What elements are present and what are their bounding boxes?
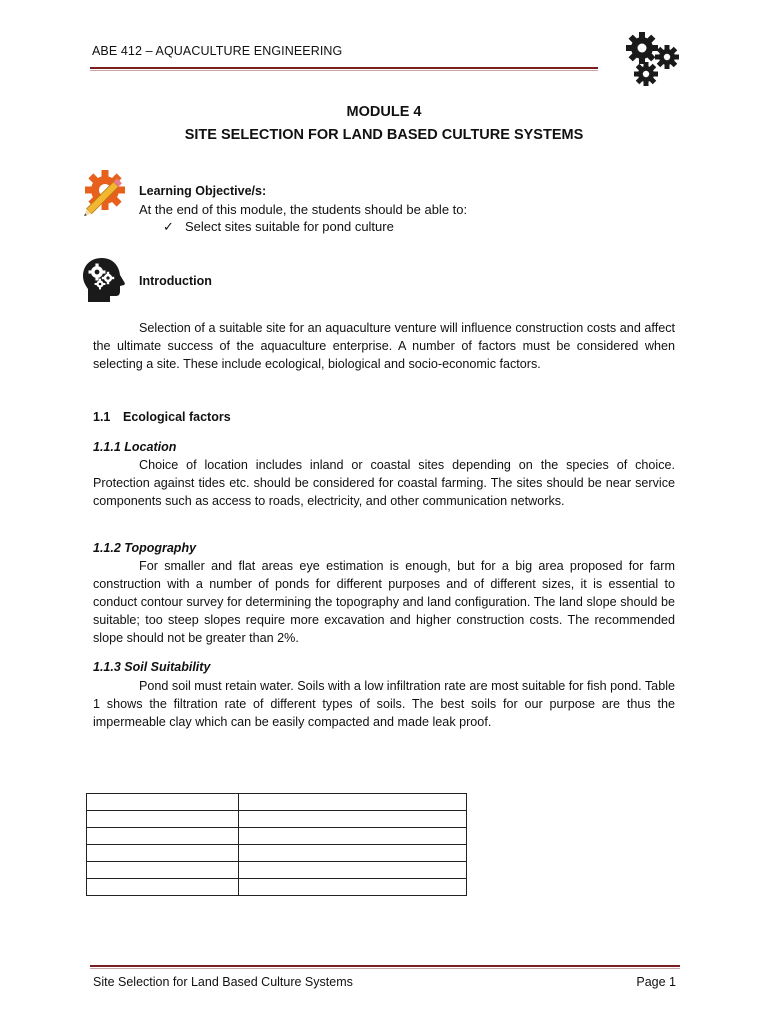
- subsection-heading-soil: 1.1.3 Soil Suitability: [93, 660, 211, 674]
- table-cell: [239, 794, 467, 811]
- module-subtitle: SITE SELECTION FOR LAND BASED CULTURE SYSTEMS: [184, 127, 584, 143]
- table-cell: [87, 828, 239, 845]
- footer-divider-shadow: [90, 968, 680, 969]
- table-row: [87, 811, 467, 828]
- gears-icon: [622, 30, 682, 88]
- table-row: [87, 828, 467, 845]
- thinking-head-icon: [80, 256, 128, 304]
- table-cell: [239, 879, 467, 896]
- topography-paragraph: For smaller and flat areas eye estimation is enough, but for a big area proposed for farm construction with a number of ponds for different purposes and of different sizes, it is essential to conduct contour survey for determining the topography and land configuration. The land slope should be suitable; too steep slopes require more excavation and higher construction costs. The recommended slope should not be greater than 2%.: [93, 559, 675, 645]
- introduction-heading: Introduction: [139, 274, 212, 288]
- module-title: MODULE 4: [346, 104, 422, 120]
- table-cell: [87, 879, 239, 896]
- header-divider-shadow: [90, 70, 598, 71]
- section-number: 1.1: [93, 410, 111, 424]
- table-cell: [239, 828, 467, 845]
- subsection-heading-topography: 1.1.2 Topography: [93, 541, 197, 555]
- soil-filtration-table: [86, 793, 467, 896]
- footer-title: Site Selection for Land Based Culture Systems: [93, 975, 353, 989]
- table-cell: [87, 862, 239, 879]
- learning-objectives-heading: Learning Objective/s:: [139, 184, 267, 198]
- table-cell: [239, 811, 467, 828]
- table-cell: [87, 845, 239, 862]
- table-cell: [87, 811, 239, 828]
- soil-paragraph: Pond soil must retain water. Soils with a low infiltration rate are most suitable for fish pond. Table 1 shows the filtration rate of different types of soils. The best soils for our purpose are thus the impermeable clay which can be easily compacted and made leak proof.: [93, 679, 675, 729]
- introduction-paragraph: Selection of a suitable site for an aquaculture venture will influence construction costs and affect the ultimate success of the aquaculture enterprise. A number of factors must be considered when selecting a site. These include ecological, biological and socio-economic factors.: [93, 321, 675, 371]
- section-heading: [93, 410, 231, 424]
- page-number: Page 1: [636, 975, 676, 989]
- learning-objective-text: Select sites suitable for pond culture: [185, 219, 394, 234]
- checkmark-icon: ✓: [163, 219, 174, 234]
- footer-divider: [90, 965, 680, 967]
- table-cell: [239, 845, 467, 862]
- location-paragraph: Choice of location includes inland or coastal sites depending on the species of choice. Protection against tides etc. should be considered for coastal farming. The sites should be near service components such as access to roads, electricity, and other communication networks.: [93, 458, 675, 508]
- table-row: [87, 879, 467, 896]
- learning-objective-item: [163, 219, 394, 235]
- gear-pencil-icon: [78, 166, 132, 220]
- subsection-heading-location: 1.1.1 Location: [93, 440, 177, 454]
- learning-objectives-intro: At the end of this module, the students should be able to:: [139, 202, 468, 217]
- header-course-title: ABE 412 – AQUACULTURE ENGINEERING: [92, 44, 343, 58]
- table-row: [87, 845, 467, 862]
- header-divider: [90, 67, 598, 69]
- section-title: Ecological factors: [123, 410, 231, 424]
- table-cell: [239, 862, 467, 879]
- table-row: [87, 794, 467, 811]
- table-cell: [87, 794, 239, 811]
- table-row: [87, 862, 467, 879]
